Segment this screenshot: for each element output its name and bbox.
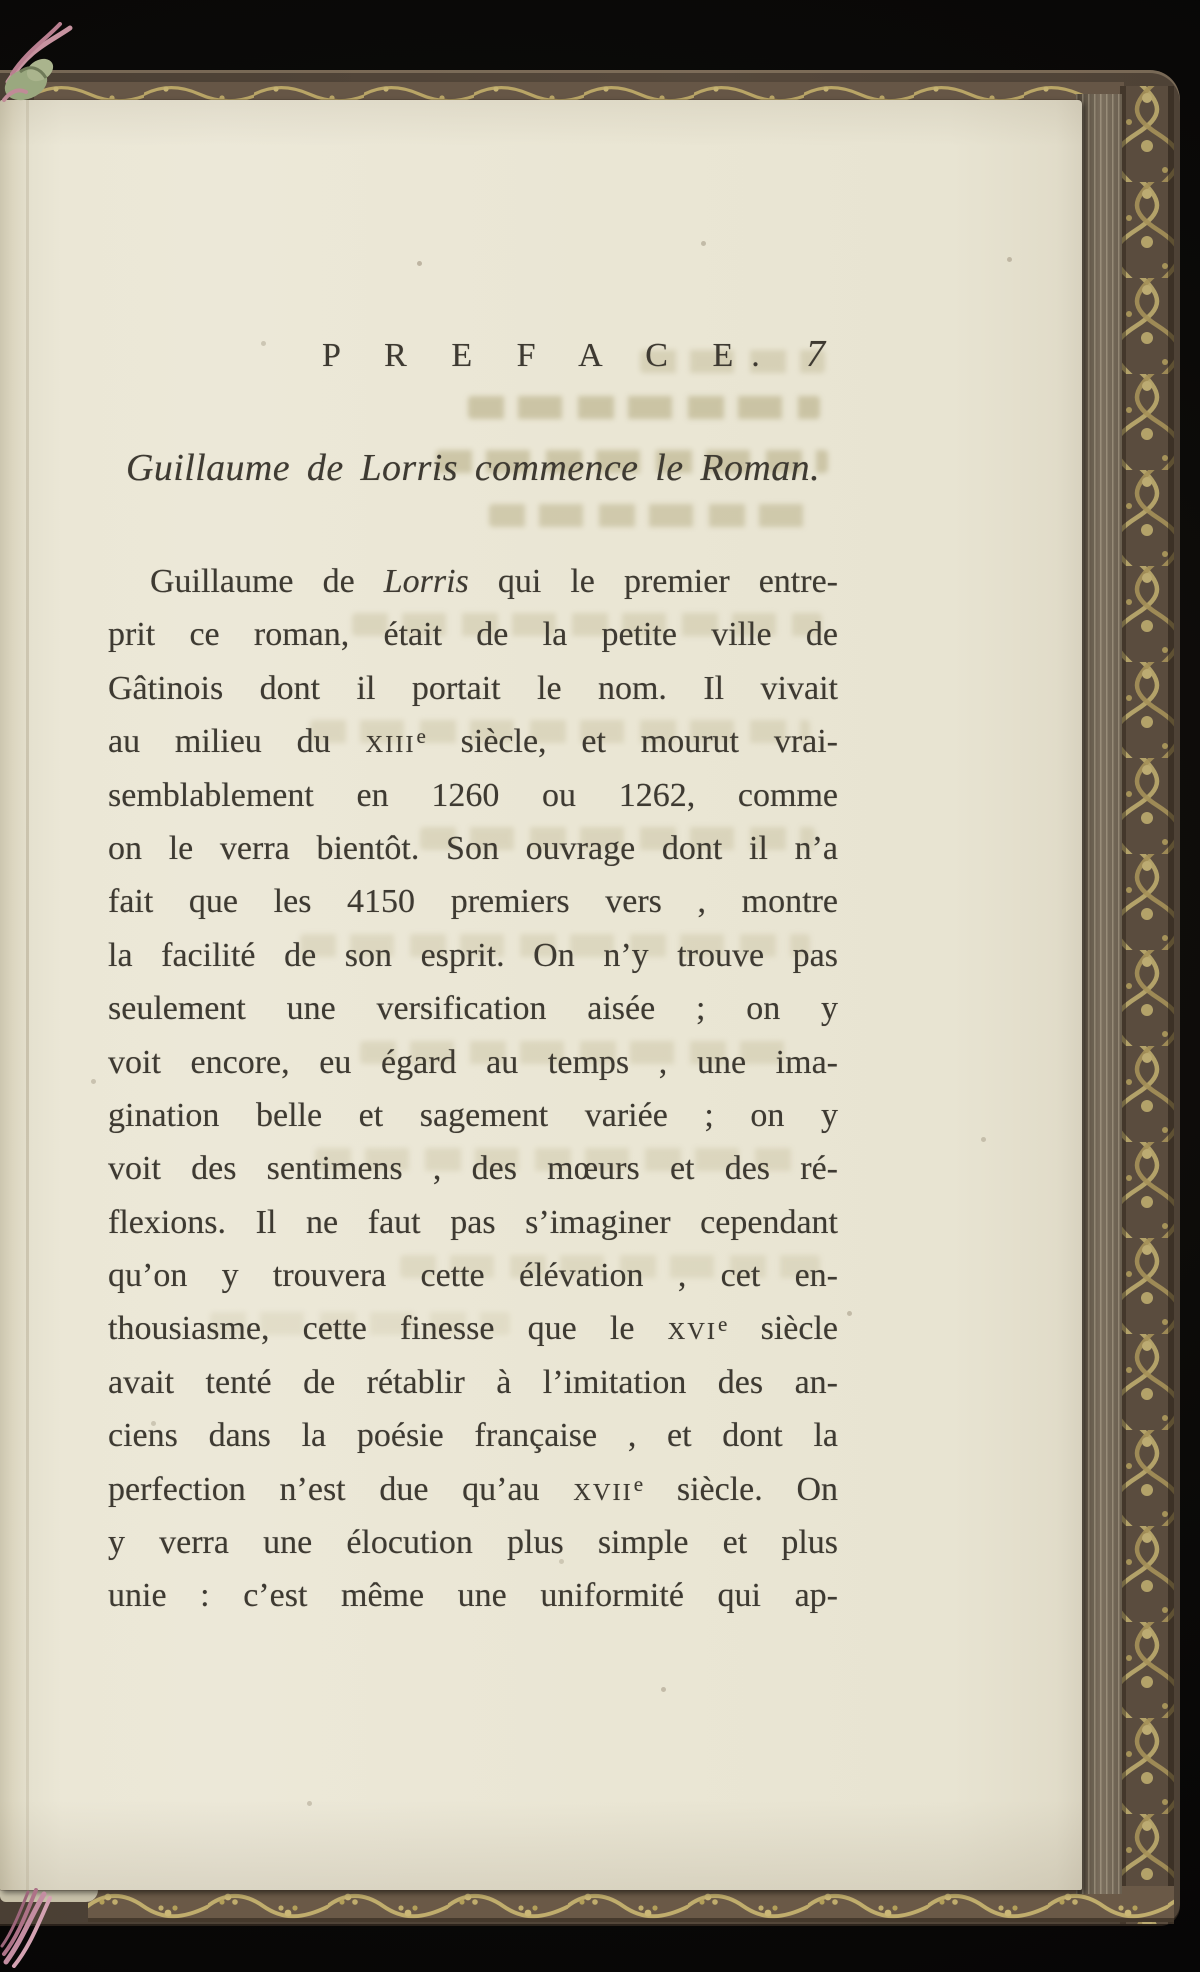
- text-line: gination belle et sagement variée ; on y: [108, 1096, 838, 1134]
- text-line: on le verra bientôt. Son ouvrage dont il n’a: [108, 829, 838, 867]
- text-line: Gâtinois dont il portait le nom. Il vivait: [108, 669, 838, 707]
- text-line: ciens dans la poésie française , et dont la: [108, 1417, 838, 1455]
- text-line: flexions. Il ne faut pas s’imaginer cependant: [108, 1203, 838, 1241]
- gilt-border-right: [1120, 86, 1174, 1924]
- bookmark-tassel: [0, 1888, 64, 1968]
- section-heading: Guillaume de Lorris commence le Roman.: [126, 447, 820, 489]
- text-line: Guillaume de Lorris qui le premier entre-: [150, 563, 838, 600]
- text-line: seulement une versification aisée ; on y: [108, 990, 838, 1028]
- text-line: semblablement en 1260 ou 1262, comme: [108, 776, 838, 814]
- text-line: avait tenté de rétablir à l’imitation des an-: [108, 1363, 838, 1401]
- fore-edge: [1076, 94, 1122, 1894]
- text-line: y verra une élocution plus simple et plus: [108, 1524, 838, 1562]
- text-line: au milieu du XIIIe siècle, et mourut vrai-: [108, 723, 838, 761]
- page-number: 7: [806, 333, 825, 375]
- text-line: perfection n’est due qu’au XVIIe siècle. On: [108, 1470, 839, 1508]
- text-line: prit ce roman, était de la petite ville de: [108, 616, 838, 654]
- text-line: voit des sentimens , des mœurs et des ré-: [108, 1150, 838, 1188]
- text-line: unie : c’est même une uniformité qui ap-: [108, 1577, 838, 1615]
- gilt-border-bottom: [88, 1886, 1174, 1922]
- page-title: P R E F A C E.: [322, 337, 778, 374]
- text-line: qu’on y trouvera cette élévation , cet en-: [108, 1257, 838, 1295]
- text-line: la facilité de son esprit. On n’y trouve pas: [108, 936, 838, 974]
- text-line: fait que les 4150 premiers vers , montre: [108, 883, 838, 921]
- page: [0, 100, 1082, 1890]
- text-line: thousiasme, cette finesse que le XVIe siècle: [108, 1310, 838, 1348]
- paragraph: [108, 555, 838, 1623]
- headband: [0, 22, 84, 114]
- text-line: voit encore, eu égard au temps , une ima-: [108, 1043, 838, 1081]
